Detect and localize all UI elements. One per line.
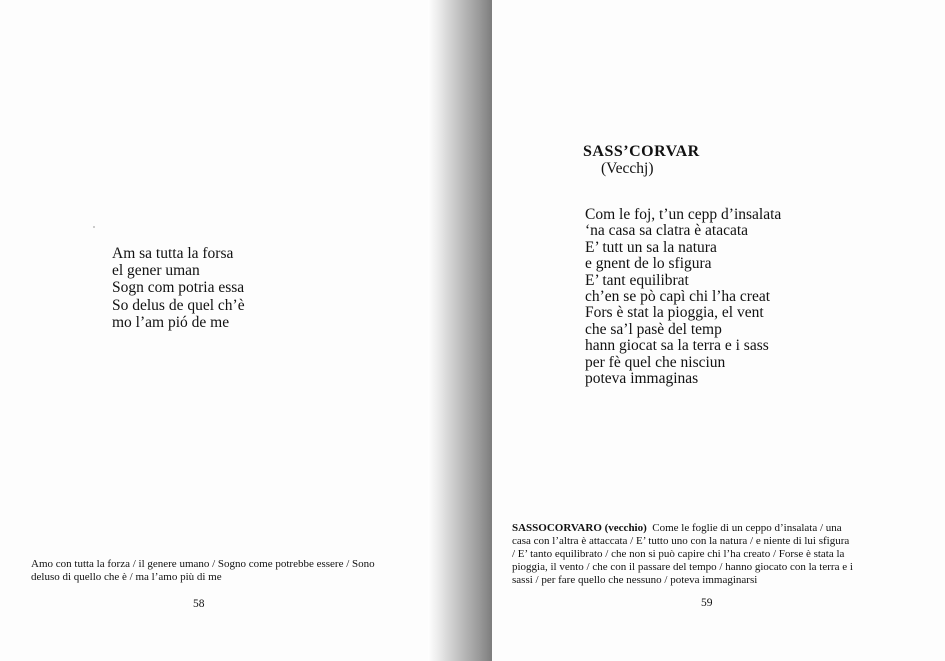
translation-line-first [512, 522, 853, 535]
poem-line: E’ tant equilibrat [585, 271, 689, 289]
translation-line: sassi / per fare quello che nessuno / poteva immaginarsi [512, 574, 758, 586]
poem-line: Fors è stat la pioggia, el vent [585, 304, 764, 322]
translation-title: SASSOCORVARO (vecchio) [512, 522, 647, 534]
paper-speck [93, 226, 95, 228]
poem-line: el gener uman [112, 262, 200, 280]
poem-line: Am sa tutta la forsa [112, 245, 234, 262]
poem-line: per fè quel che nisciun [585, 353, 726, 371]
poem-title: SASS’CORVAR [583, 143, 700, 160]
book-gutter [428, 0, 492, 661]
page-number-left: 58 [193, 598, 205, 610]
page-number-right: 59 [701, 597, 713, 609]
poem-line: So delus de quel ch’è [112, 296, 245, 314]
poem-line: ‘na casa sa clatra è atacata [585, 222, 749, 240]
translation-first-text: Come le foglie di un ceppo d’insalata / una [652, 522, 842, 534]
poem-line: Com le foj, t’un cepp d’insalata [585, 206, 782, 223]
translation-line: / E’ tanto equilibrato / che non si può capire chi l’ha creato / Forse è stata la [512, 548, 845, 560]
translation-line: pioggia, il vento / che con il passare del tempo / hanno giocato con la terra e i [512, 561, 853, 573]
poem-line: hann giocat sa la terra e i sass [585, 337, 769, 355]
translation-line: casa con l’altra è attaccata / E’ tutto uno con la natura / e niente di lui sfigura [512, 535, 850, 547]
translation-line: Amo con tutta la forza / il genere umano / Sogno come potrebbe essere / Sono [31, 558, 375, 570]
left-poem [112, 245, 245, 331]
poem-subtitle: (Vecchj) [601, 160, 654, 177]
right-translation [512, 522, 853, 587]
poem-line: mo l’am pió de me [112, 313, 230, 331]
translation-line: deluso di quello che è / ma l’amo più di me [31, 571, 222, 583]
left-translation [31, 558, 375, 584]
poem-line: ch’en se pò capì chi l’ha creat [585, 288, 771, 306]
poem-line: Sogn com potria essa [112, 279, 245, 297]
right-poem [585, 207, 781, 387]
poem-line: e gnent de lo sfigura [585, 255, 712, 273]
poem-line: E’ tutt un sa la natura [585, 238, 717, 256]
poem-line: poteva immaginas [585, 370, 699, 388]
poem-line: che sa’l pasè del temp [585, 320, 722, 338]
